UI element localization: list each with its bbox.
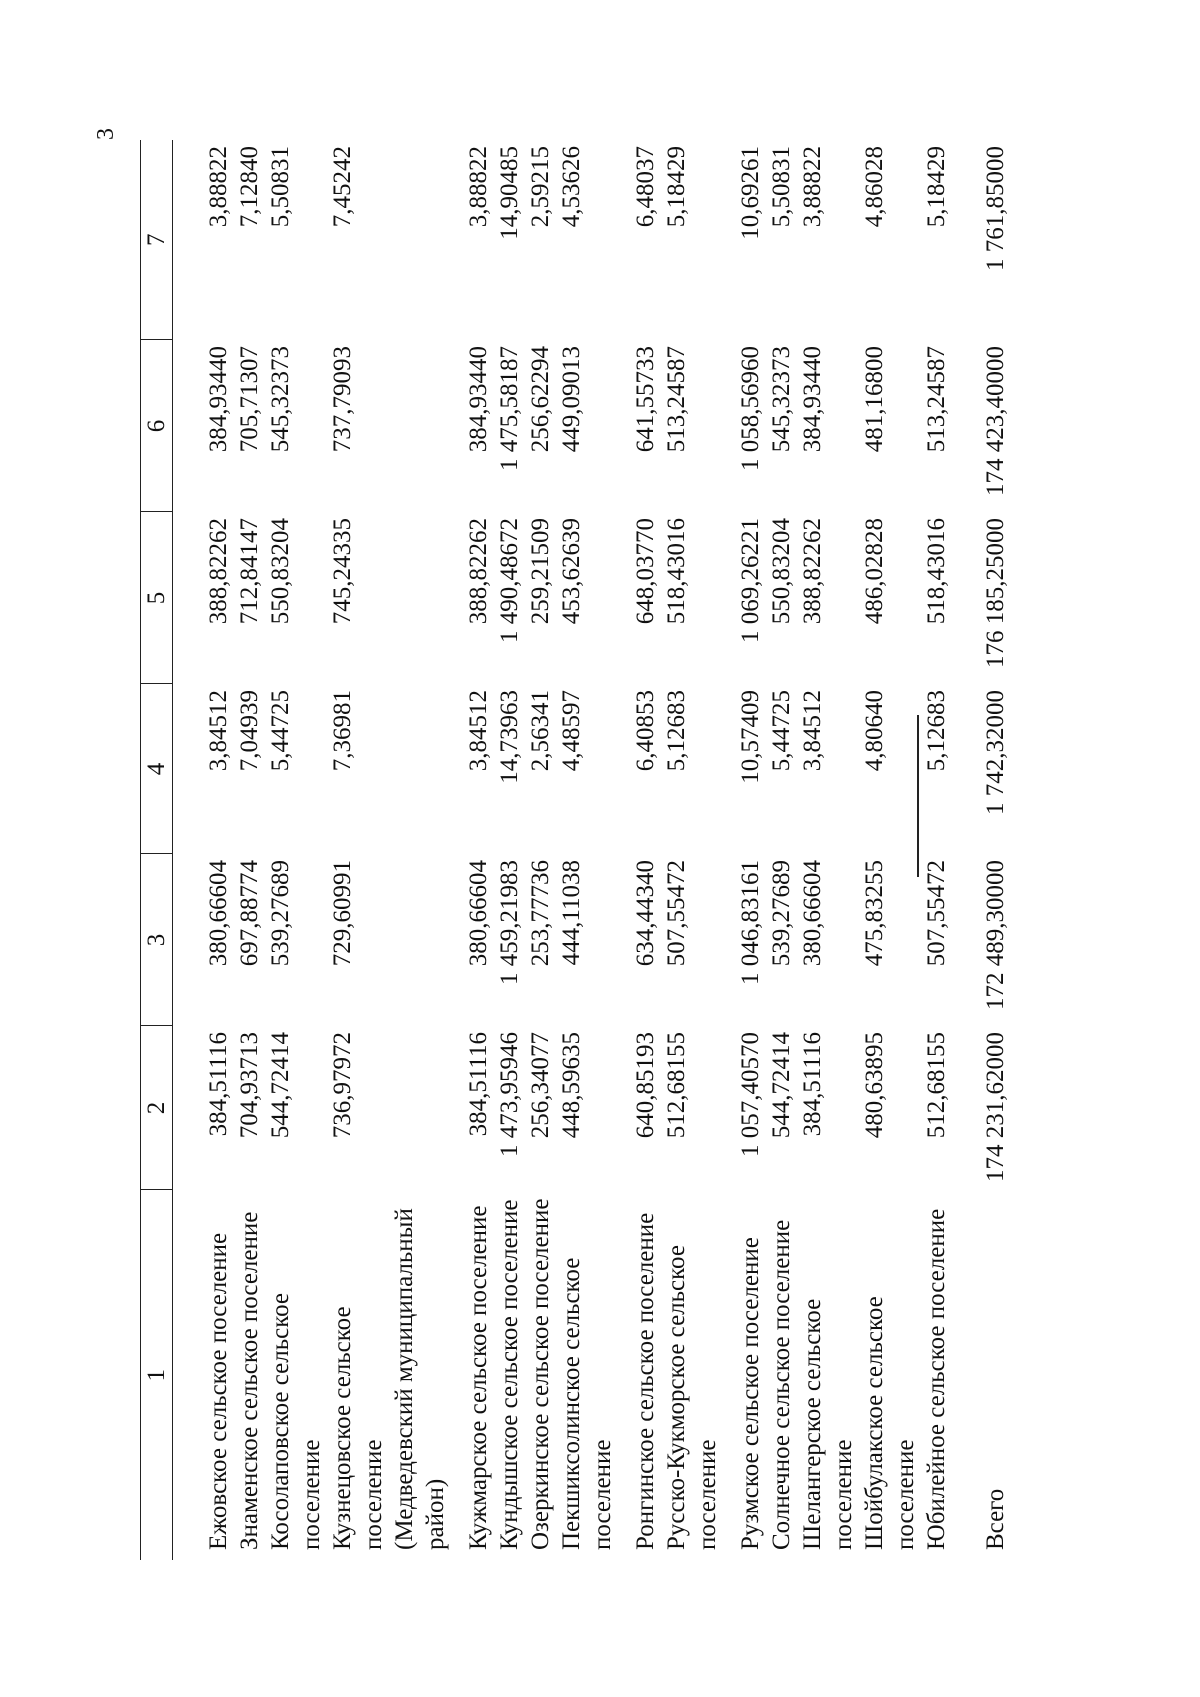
cell-value: 1 490,48672: [496, 518, 523, 643]
cell-value: 6,48037: [632, 146, 659, 228]
cell-value: 388,82262: [465, 518, 492, 625]
cell-value: 712,84147: [236, 518, 263, 625]
settlement-name: Кужмарское сельское поселение: [465, 1205, 492, 1550]
cell-value: 259,21509: [527, 518, 554, 625]
cell-value: 3,88822: [205, 146, 232, 228]
cell-value: 3,84512: [799, 690, 826, 772]
cell-value: 512,68155: [663, 1032, 690, 1139]
cell-value: 6,40853: [632, 690, 659, 772]
cell-value: 545,32373: [267, 346, 294, 453]
cell-value: 550,83204: [267, 518, 294, 625]
cell-value: 518,43016: [663, 518, 690, 625]
table-row: [921, 140, 952, 1560]
cell-value: 697,88774: [236, 860, 263, 967]
cell-value: 4,80640: [861, 690, 888, 772]
table-row: [494, 140, 525, 1560]
column-header: 2: [141, 1026, 173, 1190]
cell-value: 172 489,30000: [982, 860, 1009, 1010]
cell-value: 384,51116: [799, 1032, 826, 1137]
cell-value: 256,34077: [527, 1032, 554, 1139]
cell-value: 4,48597: [558, 690, 585, 772]
table-row: [618, 140, 661, 1560]
cell-value: 704,93713: [236, 1032, 263, 1139]
cell-value: 388,82262: [799, 518, 826, 625]
total-label: Всего: [982, 1488, 1009, 1550]
cell-value: 7,45242: [329, 146, 356, 228]
cell-value: 518,43016: [923, 518, 950, 625]
cell-value: 486,02828: [861, 518, 888, 625]
settlement-name: Шелангерское сельское поселение: [799, 1298, 857, 1550]
cell-value: 384,51116: [205, 1032, 232, 1137]
settlement-name: Косолаповское сельское поселение: [267, 1293, 325, 1550]
cell-value: 640,85193: [632, 1032, 659, 1139]
table-row: [234, 140, 265, 1560]
cell-value: 5,50831: [267, 146, 294, 228]
cell-value: 3,88822: [799, 146, 826, 228]
cell-value: 737,79093: [329, 346, 356, 453]
table-row: [525, 140, 556, 1560]
cell-value: 384,93440: [205, 346, 232, 453]
cell-value: 5,44725: [768, 690, 795, 772]
table-header-row: [141, 140, 173, 1560]
cell-value: 736,97972: [329, 1032, 356, 1139]
cell-value: 1 742,32000: [982, 690, 1009, 815]
cell-value: 14,73963: [496, 690, 523, 784]
cell-value: 174 423,40000: [982, 346, 1009, 496]
cell-value: 1 058,56960: [737, 346, 764, 471]
cell-value: 5,12683: [923, 690, 950, 772]
cell-value: 4,86028: [861, 146, 888, 228]
cell-value: 256,62294: [527, 346, 554, 453]
table-row: [173, 140, 235, 1560]
cell-value: 1 473,95946: [496, 1032, 523, 1157]
table-row: [556, 140, 618, 1560]
table-row: [661, 140, 723, 1560]
table-row: [859, 140, 921, 1560]
cell-value: 513,24587: [923, 346, 950, 453]
closing-rule: [917, 715, 919, 877]
page-number: 3: [93, 128, 119, 140]
column-header: 7: [141, 140, 173, 340]
cell-value: 7,36981: [329, 690, 356, 772]
cell-value: 384,93440: [465, 346, 492, 453]
settlement-name: Рузмское сельское поселение: [737, 1237, 764, 1550]
table-row: [797, 140, 859, 1560]
cell-value: 539,27689: [768, 860, 795, 967]
settlement-name: Кузнецовское сельское поселение (Медведевский муниципальный район): [329, 1208, 449, 1550]
cell-value: 481,16800: [861, 346, 888, 453]
table-row: [327, 140, 451, 1560]
cell-value: 545,32373: [768, 346, 795, 453]
settlement-name: Пекшиксолинское сельское поселение: [558, 1257, 616, 1550]
cell-value: 1 459,21983: [496, 860, 523, 985]
cell-value: 4,53626: [558, 146, 585, 228]
cell-value: 634,44340: [632, 860, 659, 967]
cell-value: 745,24335: [329, 518, 356, 625]
cell-value: 174 231,62000: [982, 1032, 1009, 1182]
cell-value: 5,50831: [768, 146, 795, 228]
table-row: [723, 140, 766, 1560]
cell-value: 648,03770: [632, 518, 659, 625]
cell-value: 3,84512: [465, 690, 492, 772]
cell-value: 14,90485: [496, 146, 523, 240]
table-row: [451, 140, 494, 1560]
cell-value: 10,57409: [737, 690, 764, 784]
cell-value: 1 057,40570: [737, 1032, 764, 1157]
cell-value: 380,66604: [205, 860, 232, 967]
cell-value: 388,82262: [205, 518, 232, 625]
column-header: 4: [141, 684, 173, 854]
column-header: 6: [141, 340, 173, 512]
cell-value: 512,68155: [923, 1032, 950, 1139]
cell-value: 1 761,85000: [982, 146, 1009, 271]
cell-value: 7,12840: [236, 146, 263, 228]
cell-value: 384,51116: [465, 1032, 492, 1137]
cell-value: 384,93440: [799, 346, 826, 453]
table-body: [173, 140, 1012, 1560]
cell-value: 5,18429: [663, 146, 690, 228]
cell-value: 641,55733: [632, 346, 659, 453]
cell-value: 3,84512: [205, 690, 232, 772]
settlement-name: Ежовское сельское поселение: [205, 1232, 232, 1550]
table-row: [766, 140, 797, 1560]
cell-value: 544,72414: [768, 1032, 795, 1139]
cell-value: 448,59635: [558, 1032, 585, 1139]
cell-value: 729,60991: [329, 860, 356, 967]
cell-value: 544,72414: [267, 1032, 294, 1139]
cell-value: 539,27689: [267, 860, 294, 967]
cell-value: 5,18429: [923, 146, 950, 228]
cell-value: 507,55472: [663, 860, 690, 967]
cell-value: 480,63895: [861, 1032, 888, 1139]
cell-value: 10,69261: [737, 146, 764, 240]
cell-value: 449,09013: [558, 346, 585, 453]
cell-value: 1 475,58187: [496, 346, 523, 471]
cell-value: 475,83255: [861, 860, 888, 967]
cell-value: 1 046,83161: [737, 860, 764, 985]
cell-value: 5,44725: [267, 690, 294, 772]
settlement-name: Русско-Кукморское сельское поселение: [663, 1245, 721, 1550]
cell-value: 253,77736: [527, 860, 554, 967]
allocation-table-container: [140, 140, 1009, 1560]
settlement-name: Кундышское сельское поселение: [496, 1199, 523, 1550]
cell-value: 380,66604: [465, 860, 492, 967]
column-header: 5: [141, 512, 173, 684]
settlement-name: Озеркинское сельское поселение: [527, 1198, 554, 1550]
cell-value: 7,04939: [236, 690, 263, 772]
cell-value: 2,56341: [527, 690, 554, 772]
cell-value: 444,11038: [558, 860, 585, 966]
cell-value: 2,59215: [527, 146, 554, 228]
cell-value: 380,66604: [799, 860, 826, 967]
cell-value: 550,83204: [768, 518, 795, 625]
settlement-name: Юбилейное сельское поселение: [923, 1208, 950, 1550]
cell-value: 513,24587: [663, 346, 690, 453]
column-header: 3: [141, 854, 173, 1026]
column-header: 1: [141, 1190, 173, 1560]
settlement-name: Солнечное сельское поселение: [768, 1219, 795, 1550]
cell-value: 453,62639: [558, 518, 585, 625]
settlement-name: Знаменское сельское поселение: [236, 1211, 263, 1550]
cell-value: 705,71307: [236, 346, 263, 453]
cell-value: 3,88822: [465, 146, 492, 228]
total-row: [952, 140, 1011, 1560]
settlement-name: Ронгинское сельское поселение: [632, 1212, 659, 1550]
cell-value: 5,12683: [663, 690, 690, 772]
cell-value: 1 069,26221: [737, 518, 764, 643]
table-row: [265, 140, 327, 1560]
allocation-table: [140, 140, 1011, 1560]
cell-value: 176 185,25000: [982, 518, 1009, 668]
cell-value: 507,55472: [923, 860, 950, 967]
settlement-name: Шойбулакское сельское поселение: [861, 1296, 919, 1550]
